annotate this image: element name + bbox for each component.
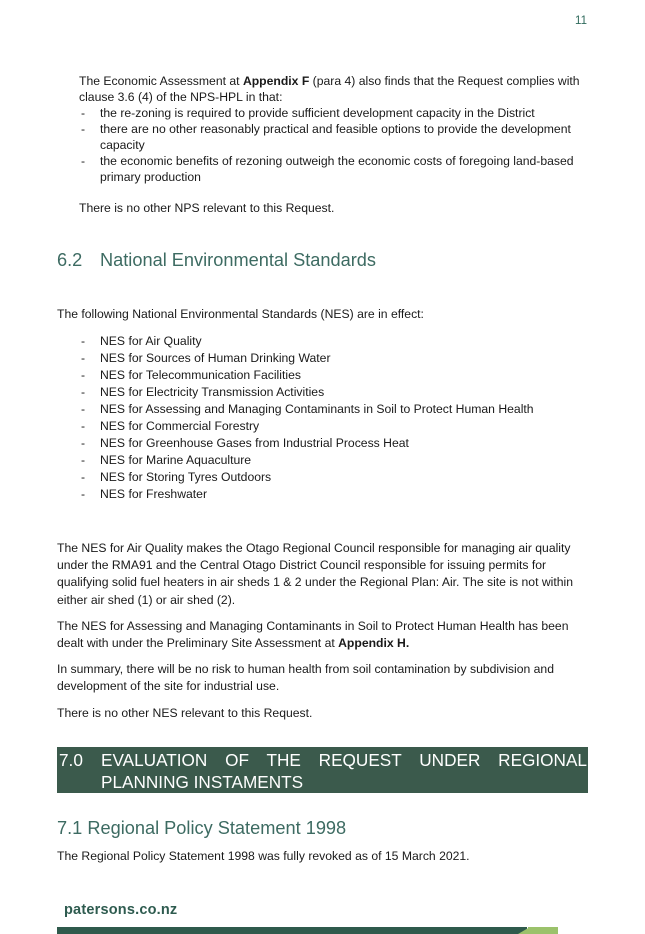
nes-item: NES for Electricity Transmission Activities: [100, 385, 325, 399]
intro-bullet-2-cont: capacity: [100, 138, 145, 152]
footer-accent-bar: [528, 927, 558, 934]
paragraph-line: either air shed (1) or air shed (2).: [57, 592, 236, 607]
intro-text-pre: The Economic Assessment at: [79, 74, 243, 88]
rps-revoked-text: The Regional Policy Statement 1998 was fully revoked as of 15 March 2021.: [57, 849, 470, 863]
summary-paragraph: [57, 661, 597, 694]
bullet-dash: -: [81, 453, 86, 467]
section-7-0-title-line-2: PLANNING INSTAMENTS: [101, 772, 304, 792]
paragraph-line: development of the site for industrial use.: [57, 679, 280, 694]
paragraph-line: In summary, there will be no risk to human health from soil contamination by subdivision and: [57, 662, 554, 676]
nes-item: NES for Greenhouse Gases from Industrial Process Heat: [100, 436, 409, 450]
section-7-0-title-line-1: EVALUATION OF THE REQUEST UNDER REGIONAL: [101, 750, 587, 770]
intro-bullet-3: the economic benefits of rezoning outweigh the economic costs of foregoing land-based: [100, 154, 574, 168]
paragraph-line: [57, 635, 597, 651]
intro-bullet-list: [79, 105, 599, 185]
section-7-0-banner: [57, 747, 588, 793]
nes-item: NES for Marine Aquaculture: [100, 453, 252, 467]
nes-item: NES for Storing Tyres Outdoors: [100, 470, 272, 484]
nes-item: NES for Freshwater: [100, 487, 208, 501]
contaminants-paragraph: [57, 618, 597, 651]
intro-bullet-1: the re-zoning is required to provide sufficient development capacity in the District: [100, 106, 535, 120]
appendix-f-ref: Appendix F: [242, 74, 310, 88]
no-other-nps-text: There is no other NPS relevant to this Request.: [79, 201, 335, 215]
bullet-dash: -: [81, 106, 86, 120]
nes-item: NES for Air Quality: [100, 334, 202, 348]
no-other-nes-text: There is no other NES relevant to this Request.: [57, 706, 313, 720]
section-6-2-title: National Environmental Standards: [100, 250, 377, 270]
bullet-dash: -: [81, 122, 86, 136]
paragraph-line: The NES for Assessing and Managing Contaminants in Soil to Protect Human Health has been: [57, 619, 569, 633]
paragraph-line: under the RMA91 and the Central Otago District Council responsible for issuing permits for: [57, 558, 547, 573]
bullet-dash: -: [81, 419, 86, 433]
nes-item: NES for Sources of Human Drinking Water: [100, 351, 331, 365]
intro-bullet-2: there are no other reasonably practical and feasible options to provide the development: [100, 122, 571, 136]
bullet-dash: -: [81, 470, 86, 484]
bullet-dash: -: [81, 385, 86, 399]
intro-text-post: (para 4) also finds that the Request complies with: [309, 74, 580, 88]
bullet-dash: -: [81, 436, 86, 450]
appendix-h-ref: Appendix H.: [338, 636, 410, 651]
page-number: 11: [575, 15, 587, 27]
section-7-1-title: 7.1 Regional Policy Statement 1998: [57, 818, 347, 838]
footer-bar: [57, 927, 527, 934]
bullet-dash: -: [81, 402, 86, 416]
paragraph-line: qualifying solid fuel heaters in air sheds 1 & 2 under the Regional Plan: Air. The site is not within: [57, 575, 574, 590]
bullet-dash: -: [81, 487, 86, 501]
air-quality-paragraph: [57, 540, 597, 608]
bullet-dash: -: [81, 334, 86, 348]
section-6-2-number: 6.2: [57, 250, 83, 270]
bullet-dash: -: [81, 351, 86, 365]
nes-item: NES for Assessing and Managing Contaminants in Soil to Protect Human Health: [100, 402, 534, 416]
bullet-dash: -: [81, 368, 86, 382]
section-7-0-number: 7.0: [59, 750, 83, 770]
nes-item: NES for Commercial Forestry: [100, 419, 260, 433]
footer-brand-logo: patersons.co.nz: [64, 902, 178, 918]
paragraph-line: The NES for Air Quality makes the Otago Regional Council responsible for managing air quality: [57, 541, 571, 555]
nes-item: NES for Telecommunication Facilities: [100, 368, 301, 382]
nes-list: [79, 333, 599, 505]
intro-line-2: clause 3.6 (4) of the NPS-HPL in that:: [79, 90, 283, 104]
nes-lead-text: The following National Environmental Standards (NES) are in effect:: [57, 307, 424, 321]
intro-bullet-3-cont: primary production: [100, 170, 201, 184]
contaminants-text-pre: dealt with under the Preliminary Site Assessment at: [57, 636, 339, 651]
bullet-dash: -: [81, 154, 86, 168]
intro-paragraph: [79, 73, 599, 89]
